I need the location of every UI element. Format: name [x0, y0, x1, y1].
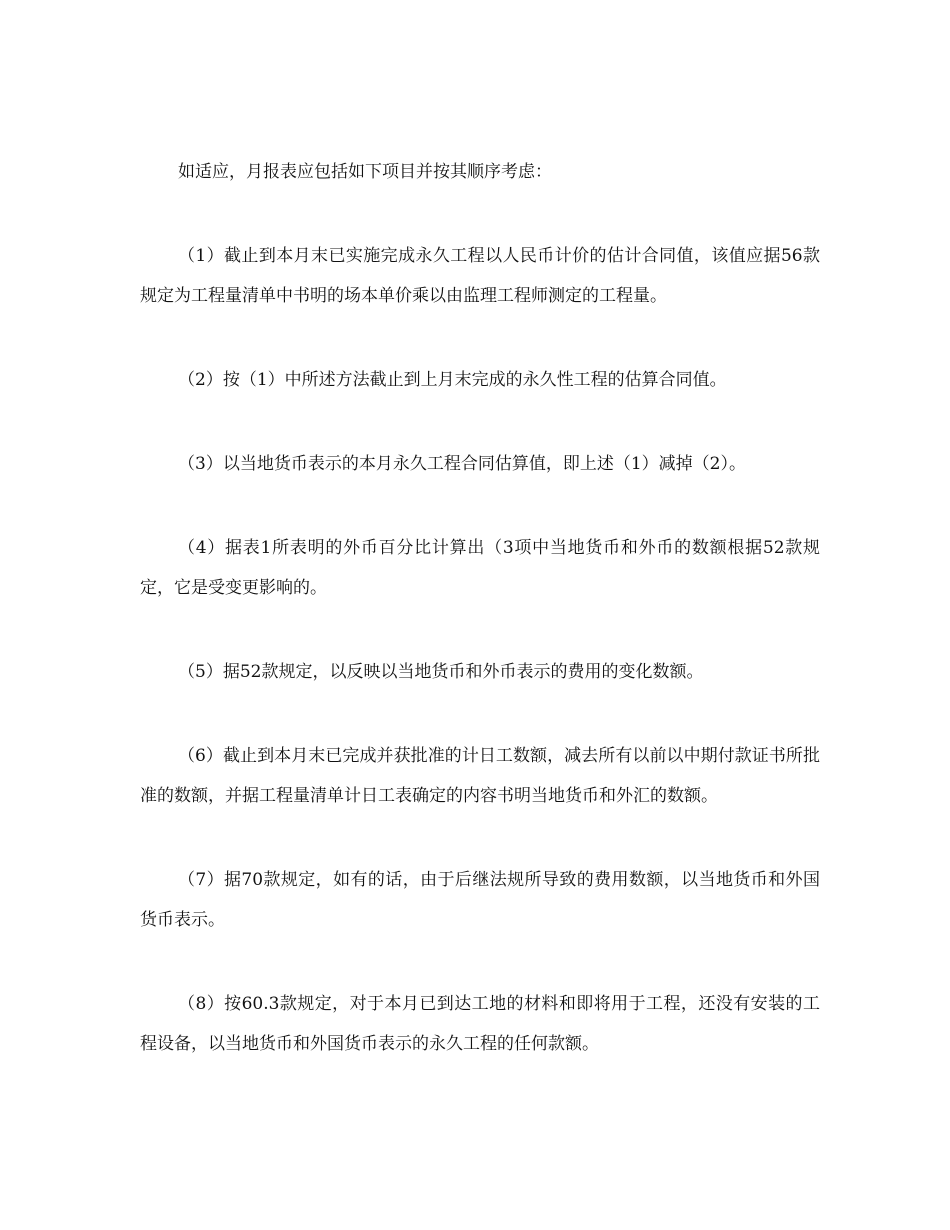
item-8-paragraph: （8）按60.3款规定，对于本月已到达工地的材料和即将用于工程，还没有安装的工程设备，以当地货币和外国货币表示的永久工程的任何款额。 [140, 994, 820, 1054]
item-7-paragraph: （7）据70款规定，如有的话，由于后继法规所导致的费用数额，以当地货币和外国货币表示。 [140, 870, 820, 930]
item-5-paragraph: （5）据52款规定，以反映以当地货币和外币表示的费用的变化数额。 [178, 662, 704, 682]
item-4-paragraph: （4）据表1所表明的外币百分比计算出（3项中当地货币和外币的数额根据52款规定，它是受变更影响的。 [140, 538, 820, 598]
intro-paragraph: 如适应，月报表应包括如下项目并按其顺序考虑： [178, 162, 552, 182]
item-6-paragraph: （6）截止到本月末已完成并获批准的计日工数额，减去所有以前以中期付款证书所批准的数额，并据工程量清单计日工表确定的内容书明当地货币和外汇的数额。 [140, 746, 820, 806]
item-3-paragraph: （3）以当地货币表示的本月永久工程合同估算值，即上述（1）减掉（2）。 [178, 454, 746, 474]
document-body [140, 152, 820, 1108]
item-2-paragraph: （2）按（1）中所述方法截止到上月末完成的永久性工程的估算合同值。 [178, 370, 727, 390]
item-1-paragraph: （1）截止到本月末已实施完成永久工程以人民币计价的估计合同值，该值应据56款规定为工程量清单中书明的场本单价乘以由监理工程师测定的工程量。 [140, 246, 820, 306]
